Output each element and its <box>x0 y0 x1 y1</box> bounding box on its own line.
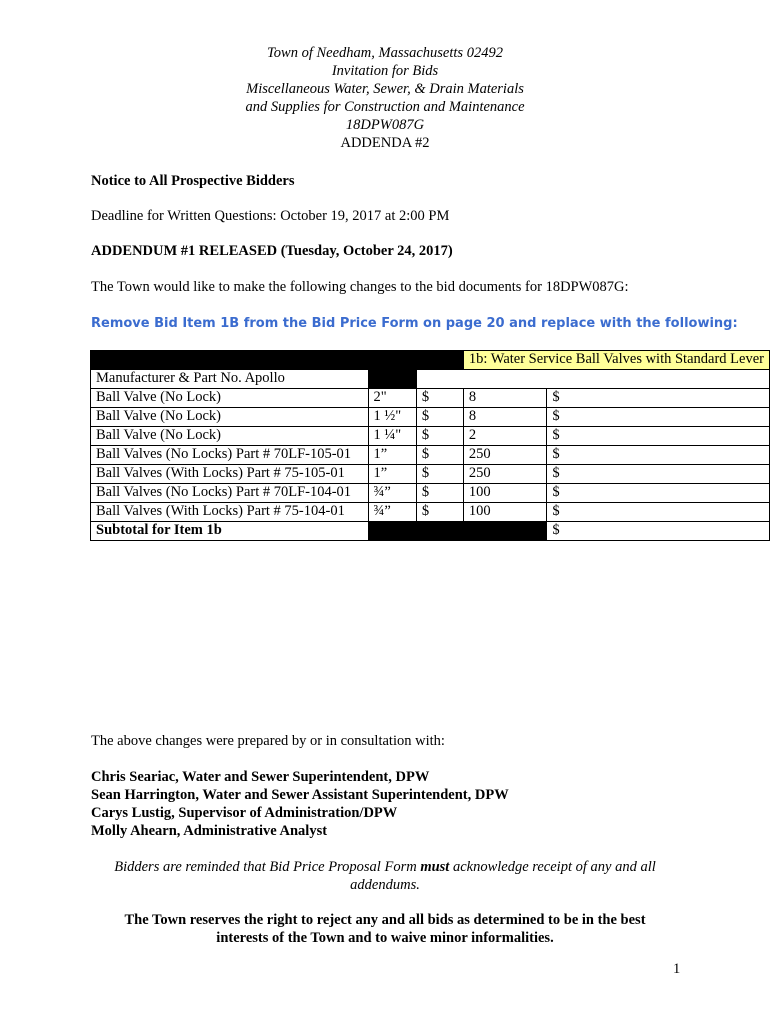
contact-item: Chris Seariac, Water and Sewer Superintendent, DPW <box>91 769 430 785</box>
prepared-by-text: The above changes were prepared by or in consultation with: <box>91 733 445 749</box>
subtotal-value: $ <box>547 522 770 541</box>
reminder-emphasis: must <box>420 859 450 875</box>
table-header-row <box>91 351 770 370</box>
row-quantity: 2 <box>463 427 546 446</box>
subtotal-black-cell <box>368 522 547 541</box>
notice-heading: Notice to All Prospective Bidders <box>91 173 295 189</box>
contacts-list <box>91 768 509 840</box>
header-town: Town of Needham, Massachusetts 02492 <box>267 45 503 61</box>
row-total: $ <box>547 465 770 484</box>
reservation-line-2: interests of the Town and to waive minor informalities. <box>216 930 554 946</box>
page-number: 1 <box>673 961 681 977</box>
row-total: $ <box>547 446 770 465</box>
row-total: $ <box>547 503 770 522</box>
row-description: Ball Valve (No Lock) <box>91 389 369 408</box>
row-unit-price: $ <box>416 408 463 427</box>
empty-cell <box>416 370 769 389</box>
row-size: 1 ½" <box>368 408 416 427</box>
contact-item: Carys Lustig, Supervisor of Administration/DPW <box>91 805 398 821</box>
row-unit-price: $ <box>416 446 463 465</box>
row-size: ¾” <box>368 503 416 522</box>
row-size: 1” <box>368 446 416 465</box>
reservation-line-1: The Town reserves the right to reject any and all bids as determined to be in the best <box>124 912 646 928</box>
row-unit-price: $ <box>416 484 463 503</box>
row-description: Ball Valve (No Lock) <box>91 427 369 446</box>
row-quantity: 8 <box>463 389 546 408</box>
row-unit-price: $ <box>416 389 463 408</box>
row-description: Ball Valves (No Locks) Part # 70LF-104-01 <box>91 484 369 503</box>
row-total: $ <box>547 389 770 408</box>
row-total: $ <box>547 408 770 427</box>
row-size: 1 ¼" <box>368 427 416 446</box>
table-row <box>91 465 770 484</box>
row-unit-price: $ <box>416 427 463 446</box>
addendum-released: ADDENDUM #1 RELEASED (Tuesday, October 24, 2017) <box>91 243 453 259</box>
header-materials: Miscellaneous Water, Sewer, & Drain Materials <box>246 81 524 97</box>
table-row <box>91 389 770 408</box>
row-total: $ <box>547 484 770 503</box>
table-row <box>91 503 770 522</box>
table-row <box>91 484 770 503</box>
reservation-text <box>0 911 770 947</box>
header-supplies: and Supplies for Construction and Maintenance <box>245 99 525 115</box>
header-invitation: Invitation for Bids <box>331 63 439 79</box>
table-row <box>91 446 770 465</box>
row-description: Ball Valve (No Lock) <box>91 408 369 427</box>
row-quantity: 100 <box>463 484 546 503</box>
document-header <box>0 44 770 152</box>
row-description: Ball Valves (With Locks) Part # 75-105-01 <box>91 465 369 484</box>
row-description: Ball Valves (No Locks) Part # 70LF-105-01 <box>91 446 369 465</box>
row-quantity: 250 <box>463 465 546 484</box>
changes-intro: The Town would like to make the following changes to the bid documents for 18DPW087G: <box>91 279 629 295</box>
subtotal-row <box>91 522 770 541</box>
header-black-cell <box>91 351 464 370</box>
item-title-cell: 1b: Water Service Ball Valves with Standard Lever <box>463 351 769 370</box>
header-bid-number: 18DPW087G <box>345 117 425 133</box>
reminder-part-b: acknowledge receipt of any and all <box>449 859 656 875</box>
instruction-text: Remove Bid Item 1B from the Bid Price Form on page 20 and replace with the following: <box>91 316 738 331</box>
reminder-part-c: addendums. <box>350 877 420 893</box>
manufacturer-cell: Manufacturer & Part No. Apollo <box>91 370 369 389</box>
row-size: ¾” <box>368 484 416 503</box>
row-size: 1” <box>368 465 416 484</box>
row-unit-price: $ <box>416 503 463 522</box>
black-cell <box>368 370 416 389</box>
bid-price-table <box>90 350 770 541</box>
deadline-text: Deadline for Written Questions: October 19, 2017 at 2:00 PM <box>91 208 450 224</box>
table-row <box>91 427 770 446</box>
reminder-text <box>0 858 770 894</box>
row-total: $ <box>547 427 770 446</box>
header-addenda: ADDENDA #2 <box>340 135 430 151</box>
row-quantity: 250 <box>463 446 546 465</box>
table-row <box>91 408 770 427</box>
contact-item: Sean Harrington, Water and Sewer Assistant Superintendent, DPW <box>91 787 509 803</box>
row-description: Ball Valves (With Locks) Part # 75-104-01 <box>91 503 369 522</box>
row-quantity: 8 <box>463 408 546 427</box>
table-row <box>91 370 770 389</box>
contact-item: Molly Ahearn, Administrative Analyst <box>91 823 328 839</box>
subtotal-label: Subtotal for Item 1b <box>91 522 369 541</box>
row-size: 2" <box>368 389 416 408</box>
reminder-part-a: Bidders are reminded that Bid Price Proposal Form <box>114 859 421 875</box>
row-unit-price: $ <box>416 465 463 484</box>
row-quantity: 100 <box>463 503 546 522</box>
